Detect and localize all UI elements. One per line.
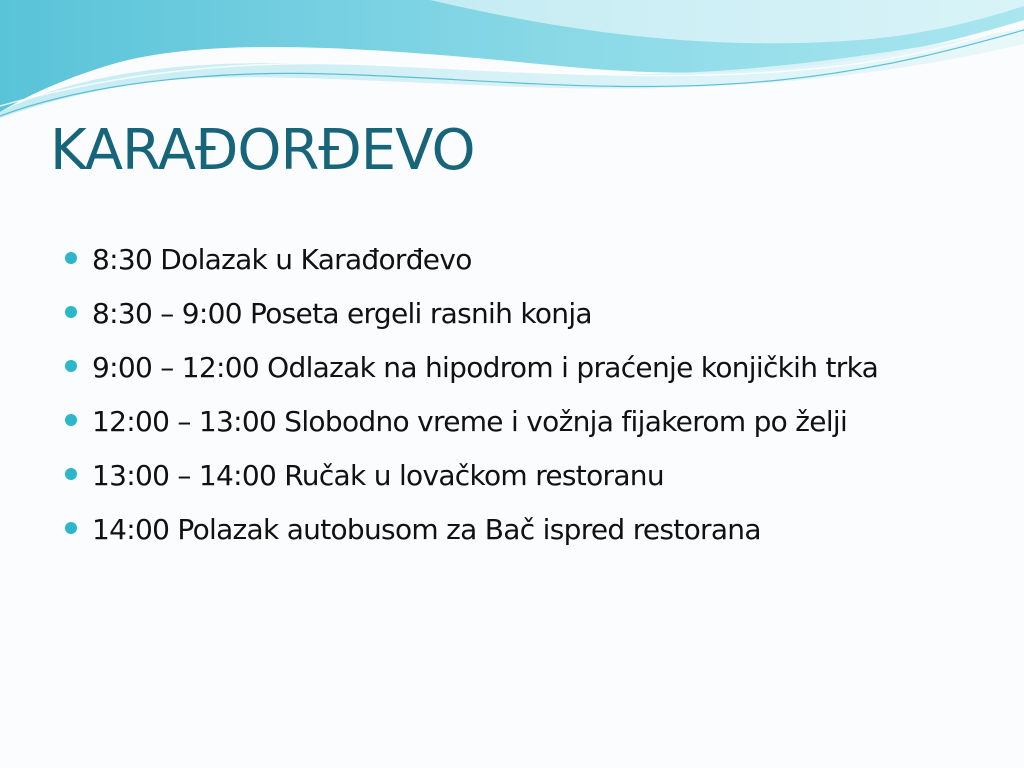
list-item-text: 8:30 – 9:00 Poseta ergeli rasnih konja bbox=[92, 297, 592, 330]
list-item-text: 13:00 – 14:00 Ručak u lovačkom restoranu bbox=[92, 459, 664, 492]
list-item bbox=[62, 454, 962, 497]
list-item bbox=[62, 292, 962, 335]
header-wave-decoration bbox=[0, 0, 1024, 120]
schedule-list bbox=[62, 238, 962, 562]
list-item bbox=[62, 238, 962, 281]
bullet-dot-icon bbox=[65, 306, 77, 318]
slide-title: KARAĐORĐEVO bbox=[50, 118, 475, 183]
bullet-dot-icon bbox=[65, 414, 77, 426]
list-item-text: 14:00 Polazak autobusom za Bač ispred restorana bbox=[92, 513, 761, 546]
list-item bbox=[62, 400, 962, 443]
list-item-text: 12:00 – 13:00 Slobodno vreme i vožnja fijakerom po želji bbox=[92, 405, 848, 438]
bullet-dot-icon bbox=[65, 360, 77, 372]
list-item bbox=[62, 346, 962, 389]
bullet-dot-icon bbox=[65, 252, 77, 264]
list-item-text: 8:30 Dolazak u Karađorđevo bbox=[92, 243, 472, 276]
bullet-dot-icon bbox=[65, 522, 77, 534]
list-item-text: 9:00 – 12:00 Odlazak na hipodrom i praćenje konjičkih trka bbox=[92, 351, 879, 384]
list-item bbox=[62, 508, 962, 551]
bullet-dot-icon bbox=[65, 468, 77, 480]
